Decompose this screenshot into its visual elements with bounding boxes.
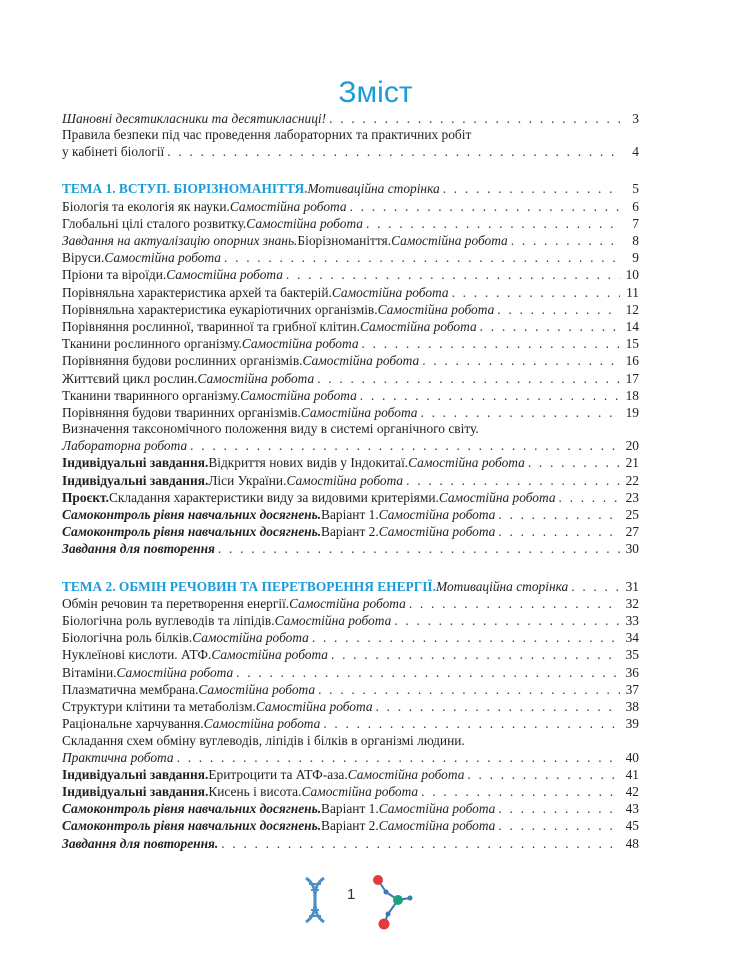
toc-entry[interactable]	[62, 578, 639, 595]
toc-entry-row	[62, 232, 639, 249]
dot-leader	[498, 800, 620, 817]
toc-entry[interactable]	[62, 783, 639, 800]
dot-leader	[331, 646, 620, 663]
toc-entry-text: Самостійна робота	[240, 387, 357, 403]
toc-entry[interactable]	[62, 698, 639, 715]
dot-leader	[480, 318, 620, 335]
toc-entry-text: Самостійна робота	[286, 472, 404, 488]
toc-page-number: 27	[625, 524, 639, 540]
toc-entry[interactable]	[62, 110, 639, 127]
toc-entry-text: Варіант 1.	[321, 801, 379, 817]
toc-entry[interactable]	[62, 629, 639, 646]
toc-entry-text: Самостійна робота	[378, 524, 496, 540]
section-divider	[62, 558, 639, 578]
toc-page-number: 22	[625, 472, 639, 488]
toc-entry-row	[62, 198, 639, 215]
toc-page-number: 39	[625, 716, 639, 732]
toc-entry[interactable]	[62, 715, 639, 732]
toc-page-number: 9	[632, 250, 639, 266]
dot-leader	[286, 266, 620, 283]
dot-leader	[498, 817, 620, 834]
toc-entry[interactable]	[62, 180, 639, 197]
toc-entry-row	[62, 800, 639, 817]
toc-entry-text: Порівняльна характеристика архей та бактерій.	[62, 284, 332, 300]
toc-page-number: 5	[632, 181, 639, 197]
toc-entry[interactable]	[62, 766, 639, 783]
dot-leader	[221, 835, 620, 852]
toc-entry-text: Біологічна роль вуглеводів та ліпідів.	[62, 613, 275, 629]
toc-entry-text: Практична робота	[62, 749, 174, 765]
toc-page-number: 8	[632, 233, 639, 249]
toc-entry[interactable]	[62, 266, 639, 283]
toc-entry-row	[62, 783, 639, 800]
toc-entry-row	[62, 180, 639, 197]
toc-page-number: 40	[625, 749, 639, 765]
toc-entry-row	[62, 143, 639, 160]
toc-entry-row	[62, 766, 639, 783]
toc-entry[interactable]	[62, 595, 639, 612]
toc-page-number: 6	[632, 198, 639, 214]
toc-entry[interactable]	[62, 284, 639, 301]
toc-entry[interactable]	[62, 835, 639, 852]
toc-entry[interactable]	[62, 370, 639, 387]
toc-entry-text: Самостійна робота	[229, 198, 347, 214]
toc-page-number: 19	[625, 405, 639, 421]
toc-page-number: 18	[625, 387, 639, 403]
dot-leader	[443, 180, 620, 197]
toc-page-number: 10	[625, 267, 639, 283]
toc-entry-row	[62, 506, 639, 523]
toc-entry[interactable]	[62, 540, 639, 557]
toc-entry-row	[62, 266, 639, 283]
dot-leader	[498, 523, 620, 540]
dot-leader	[498, 506, 620, 523]
toc-entry[interactable]	[62, 506, 639, 523]
toc-entry-text: Біологічна роль білків.	[62, 630, 193, 646]
table-of-contents	[62, 110, 639, 852]
toc-entry[interactable]	[62, 127, 639, 160]
toc-entry[interactable]	[62, 249, 639, 266]
toc-entry-text: Складання характеристики виду за видовими критеріями.	[108, 489, 439, 505]
dot-leader	[422, 352, 620, 369]
toc-page-number: 33	[625, 613, 639, 629]
toc-entry[interactable]	[62, 489, 639, 506]
toc-entry[interactable]	[62, 232, 639, 249]
toc-entry-text: Самостійна робота	[166, 267, 283, 283]
dot-leader	[224, 249, 620, 266]
toc-entry-text: Завдання на актуалізацію опорних знань.	[62, 233, 298, 249]
dot-leader	[497, 301, 620, 318]
toc-entry-text: Еритроцити та АТФ-аза.	[208, 766, 348, 782]
toc-entry-text: Порівняння будови тваринних організмів.	[62, 405, 301, 421]
toc-page-number: 48	[625, 835, 639, 851]
toc-section-intro	[62, 110, 639, 160]
toc-entry-row	[62, 578, 639, 595]
toc-entry-text: Кисень і висота.	[208, 783, 302, 799]
toc-entry-row	[62, 370, 639, 387]
dot-leader	[571, 578, 620, 595]
toc-entry-row	[62, 540, 639, 557]
toc-entry[interactable]	[62, 523, 639, 540]
dot-leader	[366, 215, 620, 232]
toc-entry[interactable]	[62, 664, 639, 681]
toc-entry-text: Нуклеїнові кислоти. АТФ.	[62, 647, 212, 663]
toc-page-number: 23	[625, 489, 639, 505]
dot-leader	[452, 284, 620, 301]
toc-entry-text: Самостійна робота	[378, 801, 496, 817]
page-number: 1	[347, 886, 356, 903]
toc-entry-text: Самостійна робота	[255, 699, 373, 715]
toc-entry-text: Самостійна робота	[378, 507, 496, 523]
toc-entry-text: Самостійна робота	[359, 319, 477, 335]
toc-page-number: 38	[625, 699, 639, 715]
toc-entry-row	[62, 318, 639, 335]
toc-entry-row	[62, 249, 639, 266]
dot-leader	[528, 454, 620, 471]
toc-page-number: 25	[625, 507, 639, 523]
toc-entry-text: Варіант 2.	[321, 524, 379, 540]
toc-entry-row	[62, 612, 639, 629]
toc-entry-text: Самостійна робота	[391, 233, 508, 249]
toc-entry-text: Ліси України.	[208, 472, 287, 488]
dot-leader	[376, 698, 620, 715]
toc-entry-title-line: Визначення таксономічного положення виду в системі органічного світу.	[62, 421, 479, 437]
toc-entry[interactable]	[62, 387, 639, 404]
toc-entry-row	[62, 664, 639, 681]
toc-page-number: 12	[625, 301, 639, 317]
toc-entry-row	[62, 335, 639, 352]
toc-entry-text: Самостійна робота	[300, 405, 418, 421]
page-title: Зміст	[338, 76, 413, 109]
toc-entry-row	[62, 698, 639, 715]
toc-entry-text: Порівняння будови рослинних організмів.	[62, 353, 303, 369]
toc-entry[interactable]	[62, 681, 639, 698]
toc-page-number: 21	[625, 455, 639, 471]
dot-leader	[218, 540, 620, 557]
toc-page-number: 17	[625, 370, 639, 386]
toc-entry-text: Біорізноманіття.	[297, 233, 392, 249]
toc-page-number: 42	[625, 783, 639, 799]
toc-entry[interactable]	[62, 404, 639, 421]
toc-entry-text: Життєвий цикл рослин.	[62, 370, 198, 386]
toc-entry[interactable]	[62, 472, 639, 489]
toc-entry-text: Самостійна робота	[203, 716, 321, 732]
toc-entry-row	[62, 835, 639, 852]
toc-entry-text: Завдання для повторення	[62, 541, 215, 557]
toc-page-number: 41	[625, 766, 639, 782]
toc-section-topic-2	[62, 578, 639, 852]
dot-leader	[317, 370, 620, 387]
toc-entry[interactable]	[62, 215, 639, 232]
toc-entry-text: Лабораторна робота	[62, 438, 188, 454]
toc-entry-row	[62, 523, 639, 540]
toc-entry[interactable]	[62, 612, 639, 629]
toc-page-number: 14	[625, 319, 639, 335]
toc-entry-text: у кабінеті біології	[62, 144, 165, 160]
toc-entry-text: Самостійна робота	[104, 250, 221, 266]
toc-entry-text: ТЕМА 2. ОБМІН РЕЧОВИН ТА ПЕРЕТВОРЕННЯ ЕНЕРГІЇ.	[62, 578, 436, 594]
toc-entry-text: Самостійна робота	[408, 455, 525, 471]
section-divider	[62, 160, 639, 180]
toc-entry-row	[62, 817, 639, 834]
dot-leader	[360, 387, 620, 404]
toc-entry-text: Мотиваційна сторінка	[307, 181, 440, 197]
toc-entry-row	[62, 215, 639, 232]
toc-entry-text: Тканини рослинного організму.	[62, 336, 242, 352]
toc-entry-row	[62, 489, 639, 506]
toc-entry-text: Шановні десятикласники та десятикласниці!	[62, 111, 327, 126]
toc-entry[interactable]	[62, 301, 639, 318]
toc-page-number: 31	[625, 578, 639, 594]
toc-entry-text: Пріони та віроїди.	[62, 267, 167, 283]
toc-entry-text: Раціональне харчування.	[62, 716, 204, 732]
toc-entry-text: Індивідуальні завдання.	[62, 472, 209, 488]
toc-entry-row	[62, 681, 639, 698]
toc-entry-text: Самостійна робота	[438, 489, 556, 505]
toc-entry-row	[62, 715, 639, 732]
dot-leader	[312, 629, 620, 646]
toc-entry-text: Самостійна робота	[377, 301, 495, 317]
toc-entry-text: Плазматична мембрана.	[62, 681, 199, 697]
dot-leader	[406, 472, 620, 489]
molecule-icon	[366, 872, 416, 932]
toc-entry-row	[62, 284, 639, 301]
toc-entry[interactable]	[62, 817, 639, 834]
toc-entry-text: Віруси.	[62, 250, 105, 266]
toc-entry-text: Індивідуальні завдання.	[62, 783, 209, 799]
toc-page-number: 43	[625, 801, 639, 817]
toc-entry-row	[62, 387, 639, 404]
toc-entry-row	[62, 749, 639, 766]
toc-entry-text: ТЕМА 1. ВСТУП. БІОРІЗНОМАНІТТЯ.	[62, 181, 308, 197]
toc-entry[interactable]	[62, 454, 639, 471]
toc-entry-text: Глобальні цілі сталого розвитку.	[62, 215, 247, 231]
toc-entry-text: Проєкт.	[62, 489, 109, 505]
toc-entry-row	[62, 454, 639, 471]
dot-leader	[421, 783, 620, 800]
toc-entry-text: Біологія та екологія як науки.	[62, 198, 230, 214]
toc-entry-text: Самостійна робота	[192, 630, 309, 646]
toc-entry-title-line: Правила безпеки під час проведення лабораторних та практичних робіт	[62, 127, 472, 143]
toc-entry-text: Варіант 2.	[321, 818, 379, 834]
toc-page-number: 36	[625, 664, 639, 680]
toc-entry-row	[62, 472, 639, 489]
toc-entry[interactable]	[62, 646, 639, 663]
dot-leader	[559, 489, 620, 506]
toc-page-number: 15	[625, 336, 639, 352]
toc-entry-text: Самостійна робота	[302, 353, 420, 369]
dot-leader	[323, 715, 620, 732]
toc-entry-text: Мотиваційна сторінка	[435, 578, 569, 594]
toc-entry-text: Самостійна робота	[289, 595, 406, 611]
toc-entry[interactable]	[62, 198, 639, 215]
toc-entry-text: Самостійна робота	[331, 284, 449, 300]
dot-leader	[394, 612, 620, 629]
dot-leader	[350, 198, 620, 215]
dna-icon	[300, 876, 330, 924]
dot-leader	[167, 143, 620, 160]
toc-entry-row	[62, 352, 639, 369]
toc-page-number: 3	[632, 111, 639, 126]
toc-entry-text: Індивідуальні завдання.	[62, 766, 209, 782]
toc-entry-text: Варіант 1.	[321, 507, 379, 523]
dot-leader	[467, 766, 620, 783]
toc-entry-text: Самостійна робота	[246, 215, 363, 231]
dot-leader	[190, 437, 620, 454]
dot-leader	[362, 335, 620, 352]
toc-entry-text: Порівняння рослинної, тваринної та грибної клітин.	[62, 319, 360, 335]
toc-entry-text: Самостійна робота	[116, 664, 234, 680]
toc-page-number: 37	[625, 681, 639, 697]
toc-entry-text: Завдання для повторення.	[62, 835, 219, 851]
toc-page-number: 35	[625, 647, 639, 663]
toc-entry-text: Вітаміни.	[62, 664, 117, 680]
dot-leader	[409, 595, 620, 612]
toc-entry-row	[62, 404, 639, 421]
toc-page-number: 7	[632, 215, 639, 231]
dot-leader	[420, 404, 620, 421]
dot-leader	[236, 664, 620, 681]
toc-entry[interactable]	[62, 800, 639, 817]
dot-leader	[511, 232, 620, 249]
toc-entry-text: Самостійна робота	[241, 336, 359, 352]
toc-entry-text: Структури клітини та метаболізм.	[62, 699, 256, 715]
toc-entry-text: Порівняльна характеристика еукаріотичних організмів.	[62, 301, 378, 317]
toc-entry-row	[62, 301, 639, 318]
toc-entry-text: Самоконтроль рівня навчальних досягнень.	[62, 507, 322, 523]
toc-page-number: 32	[625, 595, 639, 611]
toc-page-number: 4	[632, 144, 639, 160]
toc-entry-row	[62, 646, 639, 663]
toc-entry-text: Самостійна робота	[347, 766, 465, 782]
toc-entry-row	[62, 437, 639, 454]
toc-entry-text: Обмін речовин та перетворення енергії.	[62, 595, 290, 611]
dot-leader	[329, 110, 620, 127]
toc-page-number: 20	[625, 438, 639, 454]
toc-entry[interactable]	[62, 733, 639, 766]
toc-entry-text: Самоконтроль рівня навчальних досягнень.	[62, 801, 322, 817]
toc-entry-text: Самостійна робота	[197, 370, 315, 386]
toc-page-number: 30	[625, 541, 639, 557]
toc-entry-text: Самостійна робота	[378, 818, 496, 834]
dot-leader	[318, 681, 620, 698]
toc-entry-text: Самостійна робота	[301, 783, 419, 799]
toc-page-number: 45	[625, 818, 639, 834]
toc-entry-text: Індивідуальні завдання.	[62, 455, 209, 471]
toc-entry-row	[62, 629, 639, 646]
toc-entry[interactable]	[62, 335, 639, 352]
toc-entry-text: Самостійна робота	[211, 647, 328, 663]
toc-entry[interactable]	[62, 318, 639, 335]
toc-entry-row	[62, 110, 639, 127]
toc-entry[interactable]	[62, 352, 639, 369]
toc-entry[interactable]	[62, 421, 639, 454]
toc-entry-text: Відкриття нових видів у Індокитаї.	[208, 455, 409, 471]
toc-page-number: 11	[626, 284, 639, 300]
toc-entry-text: Самостійна робота	[274, 613, 392, 629]
toc-entry-text: Тканини тваринного організму.	[62, 387, 241, 403]
toc-entry-row	[62, 595, 639, 612]
toc-entry-text: Самостійна робота	[198, 681, 316, 697]
toc-entry-text: Самоконтроль рівня навчальних досягнень.	[62, 524, 322, 540]
toc-section-topic-1	[62, 180, 639, 557]
toc-page-number: 34	[625, 630, 639, 646]
dot-leader	[177, 749, 620, 766]
toc-entry-title-line: Складання схем обміну вуглеводів, ліпідів і білків в організмі людини.	[62, 732, 465, 748]
toc-page-number: 16	[625, 353, 639, 369]
toc-entry-text: Самоконтроль рівня навчальних досягнень.	[62, 818, 322, 834]
